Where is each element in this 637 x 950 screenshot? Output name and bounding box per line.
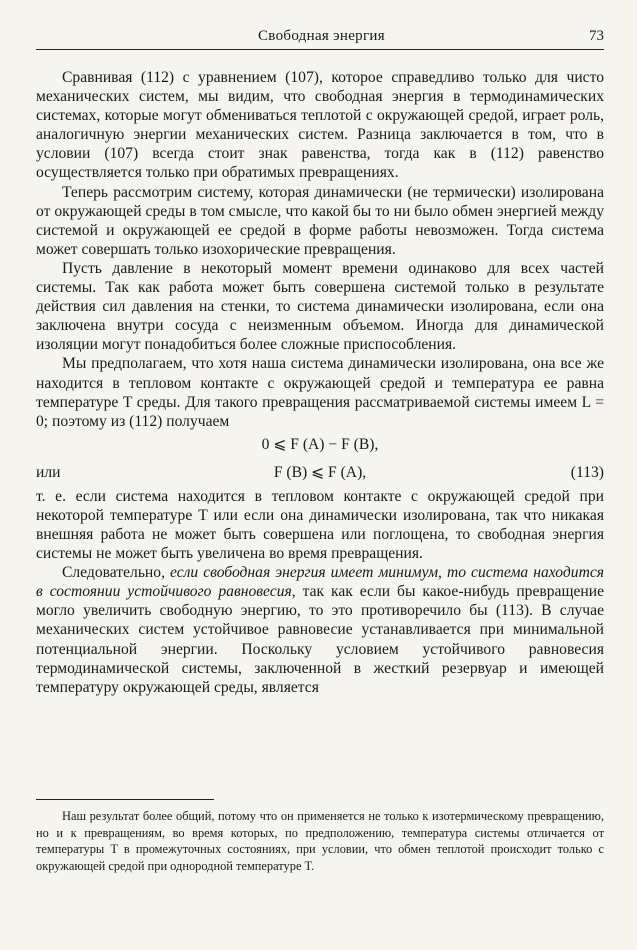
paragraph-3: Пусть давление в некоторый момент времени одинаково для всех частей системы. Так как работа может быть совершена системой только в результате действия сил давления на стенки, то система динамически изолирована, если она заключена внутри сосуда с неизменным объемом. Иногда для динамической изоляции могут понадобиться более сложные приспособления. [36, 259, 604, 354]
running-header [36, 28, 604, 48]
equation-1 [36, 431, 604, 459]
paragraph-5: т. е. если система находится в тепловом контакте с окружающей средой при некоторой температуре T или если она динамически изолирована, так что никакая внешняя работа не может быть совершена или поглощена, то свободная энергия системы не может быть увеличена во время превращения. [36, 487, 604, 563]
footnote-text: Наш результат более общий, потому что он применяется не только к изотермическому превращению, но и к превращениям, во время которых, по предположению, температура системы отличается от температуры T в промежуточных состояниях, при условии, что обмен теплотой происходит только с окружающей средой при однородной температуре T. [36, 809, 604, 873]
running-title: Свободная энергия [258, 28, 385, 44]
paragraph-6-end: , так как если бы какое-нибудь превращение могло увеличить свободную энергию, то это противоречило бы (113). В случае механических систем устойчивое равновесие устанавливается при минимальной потенциальной энергии. Поскольку условием устойчивого равновесия термодинамической системы, заключенной в жесткий резервуар и имеющей температуру окружающей среды, является [36, 583, 605, 696]
paragraph-6 [36, 563, 604, 697]
paragraph-4: Мы предполагаем, что хотя наша система динамически изолирована, она все же находится в тепловом контакте с окружающей средой и температура ее равна температуре T среды. Для такого превращения рассматриваемой системы имеем L = 0; поэтому из (112) получаем [36, 355, 604, 430]
header-rule [36, 49, 604, 50]
footnote-rule [36, 799, 214, 800]
footnote [36, 808, 604, 874]
equation-113-formula: F (B) ⩽ F (A), [273, 463, 367, 481]
equation-1-formula: 0 ⩽ F (A) − F (B), [261, 435, 379, 453]
paragraph-1: Сравнивая (112) с уравнением (107), которое справедливо только для чисто механических систем, мы видим, что свободная энергия в термодинамических системах, которые могут обмениваться теплотой с окружающей средой, играет роль, аналогичную энергии механических систем. Разница заключается в том, что в условии (107) всегда стоит знак равенства, тогда как в (112) равенство осуществляется только при обратимых превращениях. [36, 69, 604, 182]
main-text [36, 68, 604, 697]
paragraph-2: Теперь рассмотрим систему, которая динамически (не термически) изолирована от окружающей среды в том смысле, что какой бы то ни было обмен энергией между системой и окружающей ее средой в форме работы невозможен. Тогда система может совершать только изохорические превращения. [36, 183, 604, 258]
or-label: или [36, 463, 61, 481]
equation-number: (113) [570, 463, 604, 481]
paragraph-6-emphasis: если свободная энергия имеет минимум, то система находится в состоянии устойчивого равновесия [36, 564, 604, 601]
paragraph-6-start: Следовательно, [62, 564, 170, 582]
page-number: 73 [589, 28, 604, 44]
equation-113 [36, 459, 604, 487]
